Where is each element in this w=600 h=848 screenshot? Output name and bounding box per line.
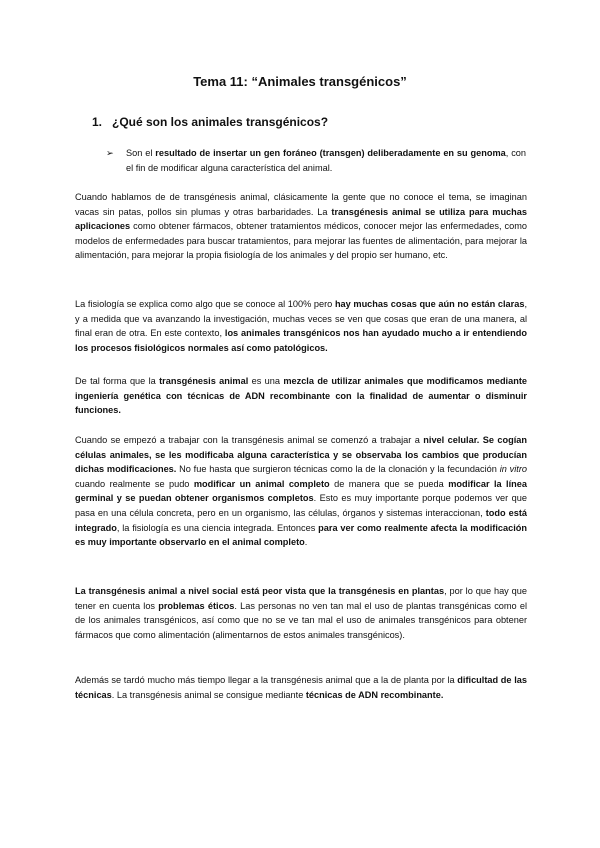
paragraph-techniques	[75, 673, 527, 702]
definition-bullet	[106, 146, 526, 175]
bold-text: dificultad de las técnicas	[75, 675, 527, 700]
text-run: como obtener fármacos, obtener tratamientos médicos, conocer mejor las enfermedades, como modelos de enfermedades para buscar tratamientos, para mejorar las fuentes de alimentación, para mejorar la alimentación, para mejorar la propia fisiología de los animales y del propio ser humano, etc.	[75, 221, 527, 261]
text-run: de manera que se pueda	[329, 478, 449, 489]
paragraph-intro	[75, 190, 527, 263]
arrow-bullet-icon: ➢	[106, 148, 114, 158]
bold-text: nivel celular. Se cogían células animales, se les modificaba alguna característica y se observaba los cambios que producían dichas modificaciones.	[75, 435, 528, 475]
definition-text	[106, 146, 526, 175]
text-run: No fue hasta que surgieron técnicas como la de la clonación y la fecundación	[176, 464, 500, 475]
paragraph-ethics	[75, 584, 527, 642]
bold-text: modificar la línea germinal y se puedan obtener organismos completos	[75, 478, 527, 504]
bold-text: técnicas de ADN recombinante.	[305, 689, 444, 700]
paragraph-physiology	[75, 297, 527, 355]
text-run: es una	[248, 376, 284, 386]
text-run: , con el fin de modificar alguna característica del animal.	[126, 148, 527, 173]
bold-text: los animales transgénicos nos han ayudado mucho a ir entendiendo los procesos fisiológicos normales así como patológicos.	[75, 328, 527, 353]
text-run: Además se tardó mucho más tiempo llegar a la transgénesis animal que a la de planta por la	[75, 675, 458, 685]
bold-text: La transgénesis animal a nivel social está peor vista que la transgénesis en plantas	[75, 586, 445, 596]
bold-text: modificar un animal completo	[193, 478, 330, 489]
text-run: , por lo que hay que tener en cuenta los	[75, 586, 527, 611]
paragraph-definition	[75, 374, 527, 418]
text-run: . Las personas no ven tan mal el uso de plantas transgénicas como el de los animales transgénicos, así como que no se ve tan mal el uso de animales transgénicos para obtener fármacos que como alimentación (alimentarnos de estos animales transgénicos).	[75, 600, 527, 640]
text-run: La fisiología se explica como algo que se conoce al 100% pero	[75, 299, 335, 309]
bold-text: todo está integrado	[75, 507, 527, 533]
text-run: . La transgénesis animal se consigue mediante	[111, 689, 306, 700]
text-run: , y a medida que va avanzando la investigación, muchas veces se ven que cosas que eran de una manera, al final eran de otra. En este contexto,	[75, 299, 528, 339]
bold-text: resultado de insertar un gen foráneo (transgen) deliberadamente en su genoma	[155, 148, 506, 158]
bold-text: para ver como realmente afecta la modificación es muy importante observarlo en el animal completo	[75, 522, 528, 548]
italic-text: in vitro	[499, 464, 527, 475]
bold-text: hay muchas cosas que aún no están claras	[334, 299, 525, 309]
bold-text: transgénesis animal se utiliza para muchas aplicaciones	[75, 206, 527, 232]
text-run: , la fisiología es una ciencia integrada. Entonces	[116, 522, 319, 533]
section-number: 1.	[92, 115, 103, 129]
text-run: cuando realmente se pudo	[75, 478, 194, 489]
paragraph-history	[75, 433, 527, 550]
bold-text: transgénesis animal	[159, 376, 249, 386]
text-run: De tal forma que la	[75, 376, 160, 386]
text-run: Cuando se empezó a trabajar con la transgénesis animal se comenzó a trabajar a	[75, 435, 424, 445]
bold-text: problemas éticos	[158, 600, 235, 611]
section-heading-text: ¿Qué son los animales transgénicos?	[112, 115, 329, 129]
document-title: Tema 11: “Animales transgénicos”	[193, 74, 407, 89]
text-run: Son el	[126, 148, 156, 158]
bold-text: mezcla de utilizar animales que modificamos mediante ingeniería genética con técnicas de ADN recombinante con la finalidad de aumentar o disminuir funciones.	[75, 376, 528, 416]
text-run: Cuando hablamos de de transgénesis animal, clásicamente la gente que no conoce el tema, se imaginan vacas sin patas, pollos sin plumas y otras barbaridades. La	[75, 192, 527, 217]
text-run: . Esto es muy importante porque podemos ver que pasa en una célula concreta, pero en un organismo, las células, órganos y sistemas interaccionan,	[75, 493, 527, 518]
text-run: .	[304, 537, 308, 548]
section-heading	[92, 115, 328, 129]
